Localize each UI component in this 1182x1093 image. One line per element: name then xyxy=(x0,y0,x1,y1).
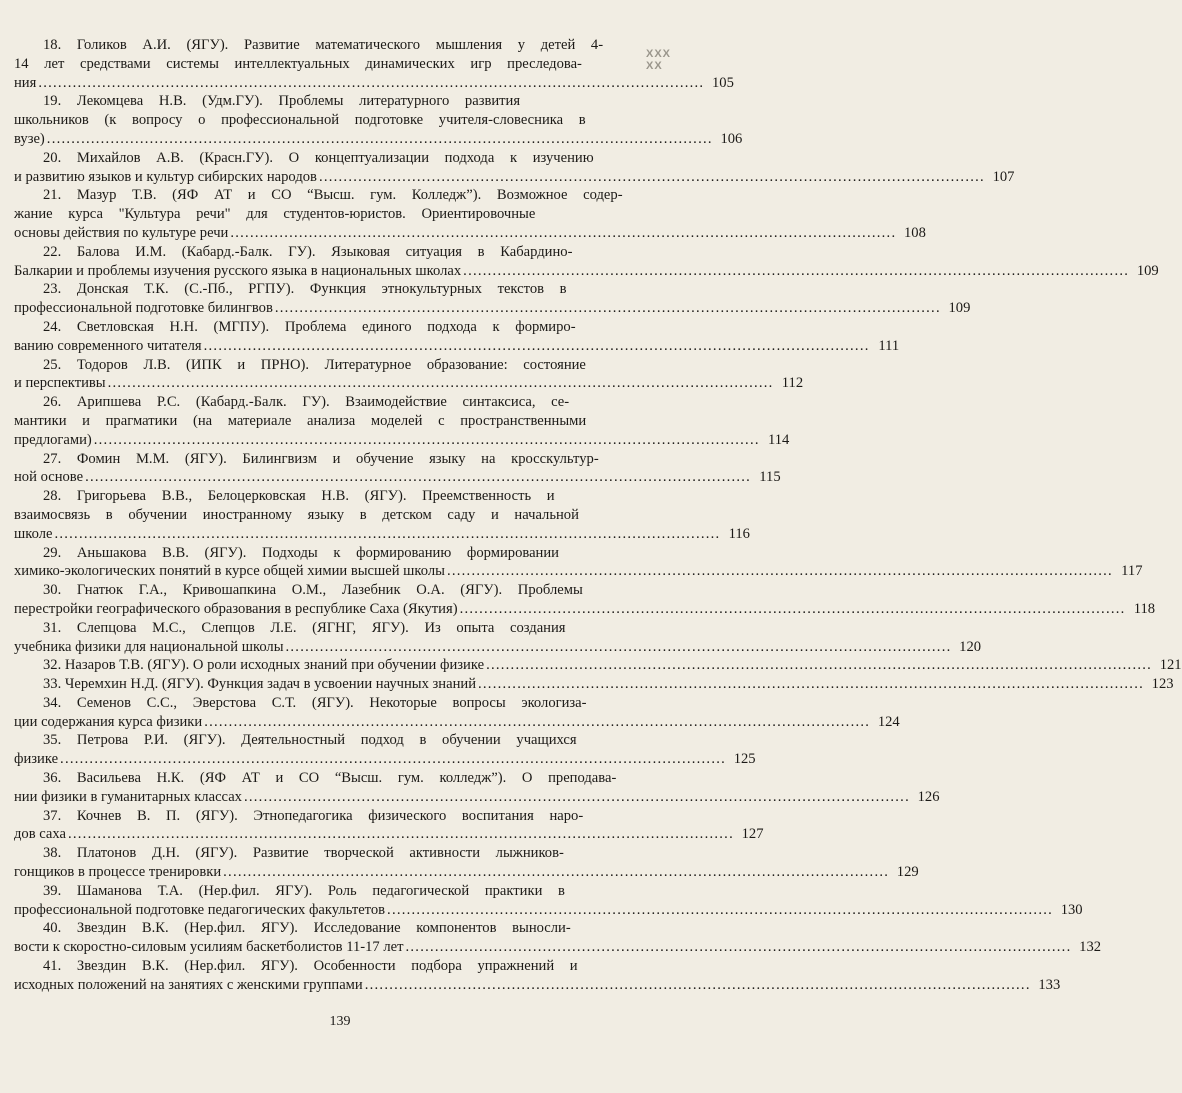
toc-entry-line xyxy=(14,638,982,657)
toc-entry-line xyxy=(14,356,658,375)
toc-entry-text: 29. Аньшакова В.В. (ЯГУ). Подходы к формированию формировании xyxy=(43,544,559,561)
toc-entry-text: предлогами) xyxy=(14,431,92,448)
toc-entry-line xyxy=(14,769,658,788)
toc-entry-text: 18. Голиков А.И. (ЯГУ). Развитие математического мышления у детей 4- xyxy=(43,37,604,53)
toc-entry-text: школьников (к вопросу о профессиональной подготовке учителя-словесника в xyxy=(14,112,586,129)
toc-entry-text: мантики и прагматики (на материале анализа моделей с пространственными xyxy=(14,412,587,429)
toc-entry-line xyxy=(14,318,658,337)
toc-entry-text: 23. Донская Т.К. (С.-Пб., РГПУ). Функция этнокультурных текстов в xyxy=(43,281,567,298)
toc-entry-line xyxy=(14,694,658,713)
toc-entry-text: вости к скоростно-силовым усилиям баскетболистов 11-17 лет xyxy=(14,939,404,956)
toc-entry-text: исходных положений на занятиях с женскими группами xyxy=(14,976,363,993)
toc-entry-line xyxy=(14,450,658,469)
toc-entry-line xyxy=(14,186,658,205)
toc-entry-text: 24. Светловская Н.Н. (МГПУ). Проблема единого подхода к формиро- xyxy=(43,318,576,335)
toc-entry-text: 14 лет средствами системы интеллектуальных динамических игр преследова- xyxy=(14,55,582,72)
bleed-through-text: ХХХ ХХ xyxy=(646,48,672,72)
toc-entry xyxy=(14,957,1061,995)
toc-page-number: 106 xyxy=(720,130,743,147)
toc-entry-line xyxy=(14,299,971,318)
toc-page-number: 124 xyxy=(877,713,900,730)
toc-entry-text: 38. Платонов Д.Н. (ЯГУ). Развитие творческой активности лыжников- xyxy=(43,845,564,862)
toc-entry-text: 32. Назаров Т.В. (ЯГУ). О роли исходных знаний при обучении физике xyxy=(43,657,485,674)
toc-entry xyxy=(14,581,1156,619)
toc-page-number: 127 xyxy=(741,826,764,843)
page-number: 139 xyxy=(329,1014,351,1029)
toc-entry-line xyxy=(14,882,658,901)
toc-page-number: 105 xyxy=(711,74,734,91)
toc-entry-text: химико-экологических понятий в курсе общей химии высшей школы xyxy=(14,563,445,580)
dot-leader xyxy=(447,562,1111,581)
toc-entry-line xyxy=(14,205,658,224)
toc-entry-text: 20. Михайлов А.В. (Красн.ГУ). О концептуализации подхода к изучению xyxy=(43,149,594,166)
toc-entry-line xyxy=(14,92,658,111)
dot-leader xyxy=(365,976,1029,995)
toc-page-number: 112 xyxy=(781,375,804,392)
toc-entry-text: 40. Звездин В.К. (Нер.фил. ЯГУ). Исследование компонентов выносли- xyxy=(43,920,571,937)
dot-leader xyxy=(486,656,1150,675)
toc-entry-line xyxy=(14,168,1015,187)
toc-entry xyxy=(14,356,804,394)
dot-leader xyxy=(54,525,718,544)
dot-leader xyxy=(319,168,983,187)
toc-entry-text: жание курса "Культура речи" для студентов-юристов. Ориентировочные xyxy=(14,206,536,223)
toc-entry-line xyxy=(14,262,1159,281)
toc-entry-text: 21. Мазур Т.В. (ЯФ АТ и СО “Высш. гум. Колледж”). Возможное содер- xyxy=(43,187,623,204)
toc-entry-text: и развитию языков и культур сибирских народов xyxy=(14,168,317,185)
toc-entry-line xyxy=(14,393,658,412)
toc-page-number: 117 xyxy=(1121,563,1143,580)
dot-leader xyxy=(463,262,1127,281)
toc-page-number: 132 xyxy=(1079,939,1102,956)
dot-leader xyxy=(478,675,1142,694)
dot-leader xyxy=(387,901,1051,920)
dot-leader xyxy=(204,713,868,732)
toc-page-number: 107 xyxy=(992,168,1015,185)
toc-page-number: 108 xyxy=(904,224,926,241)
toc-entry xyxy=(14,186,926,242)
dot-leader xyxy=(85,468,749,487)
toc-entry-line xyxy=(14,713,900,732)
toc-entry xyxy=(14,675,1174,694)
toc-page-number: 125 xyxy=(733,751,756,768)
toc-entry-line xyxy=(14,901,1083,920)
dot-leader xyxy=(223,863,887,882)
toc-entry-line xyxy=(14,130,743,149)
toc-entry xyxy=(14,280,971,318)
toc-entry-line xyxy=(14,412,658,431)
toc-entry xyxy=(14,619,982,657)
toc-entry-line xyxy=(14,337,900,356)
toc-entry-text: 31. Слепцова М.С., Слепцов Л.Е. (ЯГНГ, ЯГУ). Из опыта создания xyxy=(43,619,566,636)
toc-entry-line xyxy=(14,807,658,826)
toc-entry-text: гонщиков в процессе тренировки xyxy=(14,864,222,881)
toc-entry-line xyxy=(14,675,1174,694)
toc-entry xyxy=(14,243,1159,281)
toc-entry-line xyxy=(14,544,658,563)
toc-entry-text: 33. Черемхин Н.Д. (ЯГУ). Функция задач в усвоении научных знаний xyxy=(43,676,477,693)
toc-page-number: 130 xyxy=(1060,901,1083,918)
toc-entry xyxy=(14,92,743,148)
toc-entry-line xyxy=(14,919,658,938)
toc-entry-line xyxy=(14,149,658,168)
toc-page-number: 109 xyxy=(948,300,971,317)
toc-entry xyxy=(14,487,750,543)
toc-page-number: 120 xyxy=(959,638,982,655)
toc-entry-line xyxy=(14,750,756,769)
toc-entry xyxy=(14,882,1083,920)
toc-entry-line xyxy=(14,788,940,807)
toc-entry-line xyxy=(14,957,658,976)
toc-entry-text: ной основе xyxy=(14,469,84,486)
toc-page-number: 111 xyxy=(878,337,900,354)
dot-leader xyxy=(108,374,772,393)
toc-entry-line xyxy=(14,619,658,638)
toc-entry-text: основы действия по культуре речи xyxy=(14,224,229,241)
toc-entry-text: 35. Петрова Р.И. (ЯГУ). Деятельностный подход в обучении учащихся xyxy=(43,732,577,749)
toc-entry-text: школе xyxy=(14,525,53,542)
dot-leader xyxy=(47,130,711,149)
toc-entry-text: 34. Семенов С.С., Эверстова С.Т. (ЯГУ). Некоторые вопросы экологиза- xyxy=(43,694,587,711)
dot-leader xyxy=(204,337,868,356)
toc-entry-text: 41. Звездин В.К. (Нер.фил. ЯГУ). Особенности подбора упражнений и xyxy=(43,958,578,975)
toc-entry-line xyxy=(14,468,781,487)
toc-entry-text: профессиональной подготовке педагогических факультетов xyxy=(14,901,386,918)
toc-entry-line xyxy=(14,938,1102,957)
toc-entry-text: дов саха xyxy=(14,826,66,843)
toc-entry-text: взаимосвязь в обучении иностранному языку в детском саду и начальной xyxy=(14,506,579,523)
dot-leader xyxy=(406,938,1070,957)
toc-entry-line xyxy=(14,36,658,55)
toc-entry-text: ванию современного читателя xyxy=(14,337,202,354)
toc-page-number: 123 xyxy=(1151,676,1174,693)
toc-entry xyxy=(14,318,900,356)
toc-entry-text: 28. Григорьева В.В., Белоцерковская Н.В. (ЯГУ). Преемственность и xyxy=(43,488,555,505)
toc-entry-text: физике xyxy=(14,751,59,768)
toc-page-number: 118 xyxy=(1133,600,1156,617)
toc-entry xyxy=(14,149,1015,187)
toc-entry-text: 26. Арипшева Р.С. (Кабард.-Балк. ГУ). Взаимодействие синтаксиса, се- xyxy=(43,394,570,411)
toc-entry-text: ции содержания курса физики xyxy=(14,713,203,730)
toc-entry-line xyxy=(14,825,764,844)
toc-entry-text: 30. Гнатюк Г.А., Кривошапкина О.М., Лазебник О.А. (ЯГУ). Проблемы xyxy=(43,582,583,599)
dot-leader xyxy=(275,299,939,318)
toc-entry-text: 19. Лекомцева Н.В. (Удм.ГУ). Проблемы литературного развития xyxy=(43,93,521,110)
dot-leader xyxy=(460,600,1124,619)
toc-entry-line xyxy=(14,581,658,600)
toc-entry-line xyxy=(14,431,790,450)
dot-leader xyxy=(230,224,894,243)
toc-page-number: 116 xyxy=(728,525,750,542)
toc-entry-line xyxy=(14,487,658,506)
toc-entry-line xyxy=(14,224,926,243)
toc-entry-text: ния xyxy=(14,74,37,91)
toc-entry-line xyxy=(14,731,658,750)
toc-entry-line xyxy=(14,111,658,130)
dot-leader xyxy=(94,431,758,450)
toc-page-number: 133 xyxy=(1038,976,1061,993)
toc-entry-text: перестройки географического образования в республике Саха (Якутия) xyxy=(14,600,458,617)
dot-leader xyxy=(38,74,702,93)
toc-entry-line xyxy=(14,600,1156,619)
toc-entry-text: нии физики в гуманитарных классах xyxy=(14,788,242,805)
toc-entry xyxy=(14,393,790,449)
toc-entry xyxy=(14,694,900,732)
toc-page-number: 121 xyxy=(1159,657,1182,674)
toc-entry-line xyxy=(14,55,658,74)
toc-entry-line xyxy=(14,863,919,882)
toc-entry xyxy=(14,731,756,769)
toc-entry-line xyxy=(14,656,1182,675)
toc-entry-text: 22. Балова И.М. (Кабард.-Балк. ГУ). Языковая ситуация в Кабардино- xyxy=(43,243,573,260)
toc-entry xyxy=(14,844,919,882)
toc-page-number: 126 xyxy=(917,788,940,805)
toc-entry-text: 36. Васильева Н.К. (ЯФ АТ и СО “Высш. гум. колледж”). О преподава- xyxy=(43,770,617,787)
toc-entry-line xyxy=(14,506,658,525)
toc-entry xyxy=(14,769,940,807)
toc-entry xyxy=(14,450,781,488)
toc-entry-line xyxy=(14,525,750,544)
toc-entry xyxy=(14,807,764,845)
toc-entry-text: профессиональной подготовке билингвов xyxy=(14,300,273,317)
dot-leader xyxy=(244,788,908,807)
toc-entry-text: 27. Фомин М.М. (ЯГУ). Билингвизм и обучение языку на кросскультур- xyxy=(43,450,599,467)
toc-entry xyxy=(14,544,1143,582)
dot-leader xyxy=(60,750,724,769)
toc-page-number: 115 xyxy=(759,469,781,486)
toc-entry-line xyxy=(14,243,658,262)
toc-entry-line xyxy=(14,374,804,393)
toc-entry-text: вузе) xyxy=(14,130,45,147)
dot-leader xyxy=(68,825,732,844)
toc-entry-line xyxy=(14,844,658,863)
toc-entry-text: 37. Кочнев В. П. (ЯГУ). Этнопедагогика физического воспитания наро- xyxy=(43,807,584,824)
toc-entry-text: 39. Шаманова Т.А. (Нер.фил. ЯГУ). Роль педагогической практики в xyxy=(43,882,565,899)
toc-entry-line xyxy=(14,74,734,93)
toc-entry-text: 25. Тодоров Л.В. (ИПК и ПРНО). Литературное образование: состояние xyxy=(43,356,586,373)
toc-entry-line xyxy=(14,280,658,299)
toc-page-number: 109 xyxy=(1136,262,1159,279)
toc-entry-text: и перспективы xyxy=(14,375,106,392)
toc-entry-line xyxy=(14,562,1143,581)
toc-page-number: 129 xyxy=(896,864,919,881)
toc-entry-text: Балкарии и проблемы изучения русского языка в национальных школах xyxy=(14,262,462,279)
toc-entry-text: учебника физики для национальной школы xyxy=(14,638,284,655)
toc-entry xyxy=(14,656,1182,675)
toc-entry-line xyxy=(14,976,1061,995)
dot-leader xyxy=(286,638,950,657)
toc-entry xyxy=(14,919,1102,957)
toc-page-number: 114 xyxy=(767,431,790,448)
